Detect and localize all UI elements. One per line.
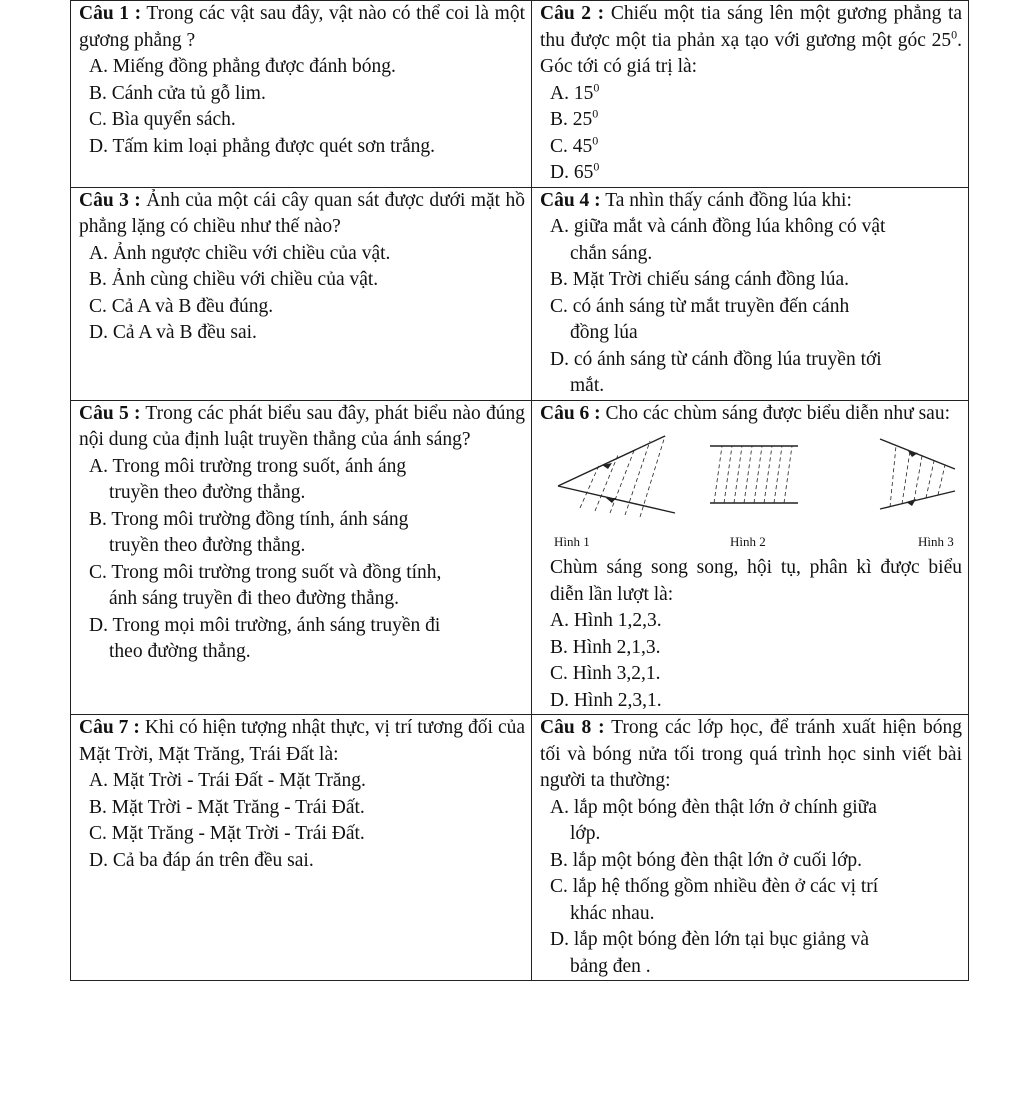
option-text: D. lắp một bóng đèn lớn tại bục giảng và [550, 929, 869, 950]
question-5-cell [71, 400, 532, 715]
option-text-continued: bảng đen . [570, 955, 651, 977]
question-8-option-d [540, 927, 962, 980]
question-7-cell [71, 715, 532, 981]
question-1-option-d: D. Tấm kim loại phẳng được quét sơn trắng. [89, 135, 436, 157]
question-2-option-c [540, 134, 962, 161]
question-8-cell [532, 715, 969, 981]
question-6-option-a: A. Hình 1,2,3. [550, 610, 662, 631]
question-5-option-b [79, 507, 525, 560]
option-value: C. 45 [550, 135, 593, 157]
question-4-option-b [540, 267, 962, 294]
option-text: A. giữa mắt và cánh đồng lúa không có vật [550, 216, 886, 237]
option-value: B. 25 [550, 109, 593, 130]
option-text-continued: khác nhau. [570, 902, 655, 924]
option-text-continued: ánh sáng truyền đi theo đường thẳng. [109, 588, 400, 609]
question-8-label: Câu 8 : [540, 717, 605, 738]
question-7-option-b: B. Mặt Trời - Mặt Trăng - Trái Đất. [89, 796, 365, 818]
question-1-stem [79, 1, 525, 54]
question-5-stem [79, 401, 525, 454]
quiz-row-2 [71, 187, 969, 400]
question-2-text-end: . Góc tới có giá trị là: [540, 29, 962, 77]
option-text: A. Trong môi trường trong suốt, ánh áng [89, 455, 407, 477]
question-1-text: Trong các vật sau đây, vật nào có thể coi là một gương phẳng ? [79, 3, 526, 51]
figure-3-label: Hình 3 [918, 534, 954, 549]
question-4-stem [540, 188, 962, 215]
option-text: B. lắp một bóng đèn thật lớn ở cuối lớp. [550, 849, 863, 871]
option-text-continued: đồng lúa [570, 322, 638, 343]
option-text-continued: theo đường thẳng. [109, 641, 251, 662]
question-8-option-c [540, 874, 962, 927]
question-4-label: Câu 4 : [540, 189, 601, 211]
question-8-stem [540, 715, 962, 795]
question-4-option-c [540, 294, 962, 347]
question-1-option-a: A. Miếng đồng phẳng được đánh bóng. [89, 56, 396, 77]
degree-sup: 0 [593, 159, 600, 174]
question-5-option-a [79, 454, 525, 507]
question-7-text: Khi có hiện tượng nhật thực, vị trí tương đối của Mặt Trời, Mặt Trăng, Trái Đất là: [79, 717, 526, 765]
question-6-text: Cho các chùm sáng được biểu diễn như sau: [605, 402, 950, 424]
option-text: C. có ánh sáng từ mắt truyền đến cánh [550, 295, 850, 317]
figure-3-diverging-beam [880, 439, 955, 509]
question-6-label: Câu 6 : [540, 402, 601, 424]
question-2-stem [540, 1, 962, 81]
question-4-option-a [540, 214, 962, 267]
question-6-option-d: D. Hình 2,3,1. [550, 689, 662, 711]
question-2-option-a [540, 81, 962, 108]
option-text: C. Trong môi trường trong suốt và đồng tính, [89, 561, 442, 583]
option-text-continued: truyền theo đường thẳng. [109, 482, 306, 503]
question-3-text: Ảnh của một cái cây quan sát được dưới mặt hồ phẳng lặng có chiều như thế nào? [79, 189, 525, 237]
quiz-row-4 [71, 715, 969, 981]
question-3-cell [71, 187, 532, 400]
question-8-option-b [540, 848, 962, 875]
question-6-cell [532, 400, 969, 715]
figure-2-label: Hình 2 [730, 534, 766, 549]
figure-2-parallel-beam [710, 446, 798, 503]
option-text: D. có ánh sáng từ cánh đồng lúa truyền tới [550, 348, 882, 370]
question-7-stem [79, 715, 525, 768]
quiz-row-3 [71, 400, 969, 715]
question-4-text: Ta nhìn thấy cánh đồng lúa khi: [605, 189, 852, 211]
question-4-cell [532, 187, 969, 400]
question-5-option-d [79, 613, 525, 666]
question-6-option-b: B. Hình 2,1,3. [550, 636, 661, 658]
question-6-option-c: C. Hình 3,2,1. [550, 663, 661, 684]
option-value: A. 15 [550, 82, 594, 104]
option-value: D. 65 [550, 162, 594, 183]
question-3-option-c: C. Cả A và B đều đúng. [89, 295, 274, 317]
option-text-continued: lớp. [570, 823, 601, 844]
option-text-continued: chắn sáng. [570, 242, 653, 264]
question-3-option-a: A. Ảnh ngược chiều với chiều của vật. [89, 242, 391, 264]
option-text: A. lắp một bóng đèn thật lớn ở chính giữa [550, 796, 877, 818]
light-beam-figures [540, 431, 962, 555]
question-3-option-d: D. Cả A và B đều sai. [89, 322, 257, 343]
question-8-text: Trong các lớp học, để tránh xuất hiện bóng tối và bóng nửa tối trong quá trình học sinh viết bài người ta thường: [540, 717, 962, 791]
question-7-label: Câu 7 : [79, 717, 140, 738]
degree-sup: 0 [593, 80, 600, 94]
question-5-label: Câu 5 : [79, 402, 141, 424]
option-text: B. Trong môi trường đồng tính, ánh sáng [89, 508, 409, 530]
question-1-cell [71, 1, 532, 188]
question-2-text: Chiếu một tia sáng lên một gương phẳng ta thu được một tia phản xạ tạo với gương một góc 25 [540, 3, 963, 51]
question-2-option-b [540, 107, 962, 134]
question-6-prompt: Chùm sáng song song, hội tụ, phân kì được biểu diễn lần lượt là: [550, 557, 962, 605]
degree-sup: 0 [592, 133, 599, 147]
quiz-table [70, 0, 969, 981]
question-2-option-d [540, 160, 962, 187]
option-text: B. Mặt Trời chiếu sáng cánh đồng lúa. [550, 269, 849, 290]
question-5-option-c [79, 560, 525, 613]
figure-1-label: Hình 1 [554, 534, 590, 549]
option-text-continued: mắt. [570, 375, 605, 396]
degree-sup: 0 [951, 27, 958, 41]
option-text-continued: truyền theo đường thẳng. [109, 535, 306, 556]
question-4-option-d [540, 347, 962, 400]
figure-1-converging-beam [558, 436, 675, 517]
question-1-option-b: B. Cánh cửa tủ gỗ lim. [89, 82, 266, 104]
question-3-stem [79, 188, 525, 241]
option-text: C. lắp hệ thống gồm nhiều đèn ở các vị trí [550, 876, 879, 897]
question-7-option-a: A. Mặt Trời - Trái Đất - Mặt Trăng. [89, 770, 366, 791]
question-5-text: Trong các phát biểu sau đây, phát biểu nào đúng nội dung của định luật truyền thẳng của ánh sáng? [79, 402, 525, 450]
option-text: D. Trong mọi môi trường, ánh sáng truyền đi [89, 614, 441, 636]
question-2-label: Câu 2 : [540, 3, 605, 24]
question-8-option-a [540, 795, 962, 848]
question-3-label: Câu 3 : [79, 189, 141, 211]
degree-sup: 0 [592, 106, 599, 121]
question-7-option-d: D. Cả ba đáp án trên đều sai. [89, 849, 314, 871]
question-6-stem [540, 401, 962, 428]
question-7-option-c: C. Mặt Trăng - Mặt Trời - Trái Đất. [89, 823, 365, 844]
question-1-option-c: C. Bìa quyển sách. [89, 109, 236, 130]
quiz-row-1 [71, 1, 969, 188]
question-1-label: Câu 1 : [79, 3, 142, 24]
question-3-option-b: B. Ảnh cùng chiều với chiều của vật. [89, 269, 379, 290]
question-2-cell [532, 1, 969, 188]
